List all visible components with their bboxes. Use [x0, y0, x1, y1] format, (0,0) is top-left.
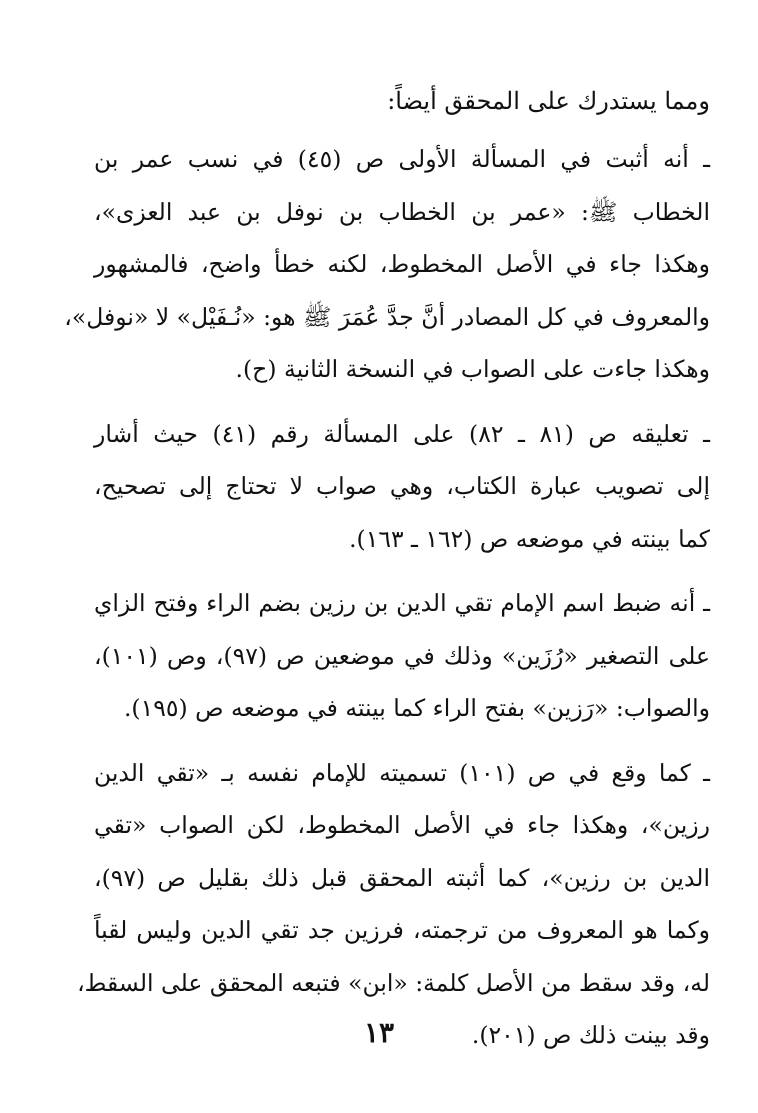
text-line: ـ تعليقه ص (٨١ ـ ٨٢) على المسألة رقم (٤١) حيث أشار	[94, 419, 711, 448]
text-line: ـ أنه أثبت في المسألة الأولى ص (٤٥) في نسب عمر بن	[94, 145, 710, 173]
text-line: إلى تصويب عبارة الكتاب، وهي صواب لا تحتاج إلى تصحيح،	[94, 472, 710, 500]
paragraph-3	[94, 578, 710, 736]
text-line: وقد بينت ذلك ص (٢٠١).	[471, 1021, 710, 1049]
intro-line: ومما يستدرك على المحقق أيضاً:	[387, 87, 710, 115]
text-line: رزين»، وهكذا جاء في الأصل المخطوط، لكن الصواب «تقي	[94, 811, 710, 839]
text-line: له، وقد سقط من الأصل كلمة: «ابن» فتبعه المحقق على السقط،	[77, 968, 710, 997]
text-line: وهكذا جاء في الأصل المخطوط، لكنه خطأ واضح، فالمشهور	[94, 250, 710, 278]
text-line: والمعروف في كل المصادر أنَّ جدَّ عُمَرَ ﷺ هو: «نُـفَيْل» لا «نوفل»،	[64, 302, 710, 331]
text-line: على التصغير «رُزَين» وذلك في موضعين ص (٩٧)، وص (١٠١)،	[94, 641, 710, 670]
page-body	[64, 86, 711, 1075]
text-line: الخطاب ﷺ: «عمر بن الخطاب بن نوفل بن عبد العزى»،	[94, 197, 710, 226]
text-line: كما بينته في موضعه ص (١٦٢ ـ ١٦٣).	[349, 524, 710, 553]
text-line: وكما هو المعروف من ترجمته، فرزين جد تقي الدين وليس لقباً	[94, 916, 710, 944]
paragraph-1	[64, 134, 710, 397]
text-line: الدين بن رزين»، كما أثبته المحقق قبل ذلك بقليل ص (٩٧)،	[94, 863, 710, 892]
page-number: ١٣	[363, 1016, 395, 1049]
text-line: والصواب: «رَزين» بفتح الراء كما بينته في موضعه ص (١٩٥).	[123, 694, 710, 722]
paragraph-2	[94, 409, 710, 567]
text-line: ـ أنه ضبط اسم الإمام تقي الدين بن رزين بضم الراء وفتح الزاي	[94, 589, 710, 617]
text-line: ـ كما وقع في ص (١٠١) تسميته للإمام نفسه بـ «تقي الدين	[94, 758, 710, 787]
text-line: وهكذا جاءت على الصواب في النسخة الثانية (ح).	[235, 355, 710, 383]
